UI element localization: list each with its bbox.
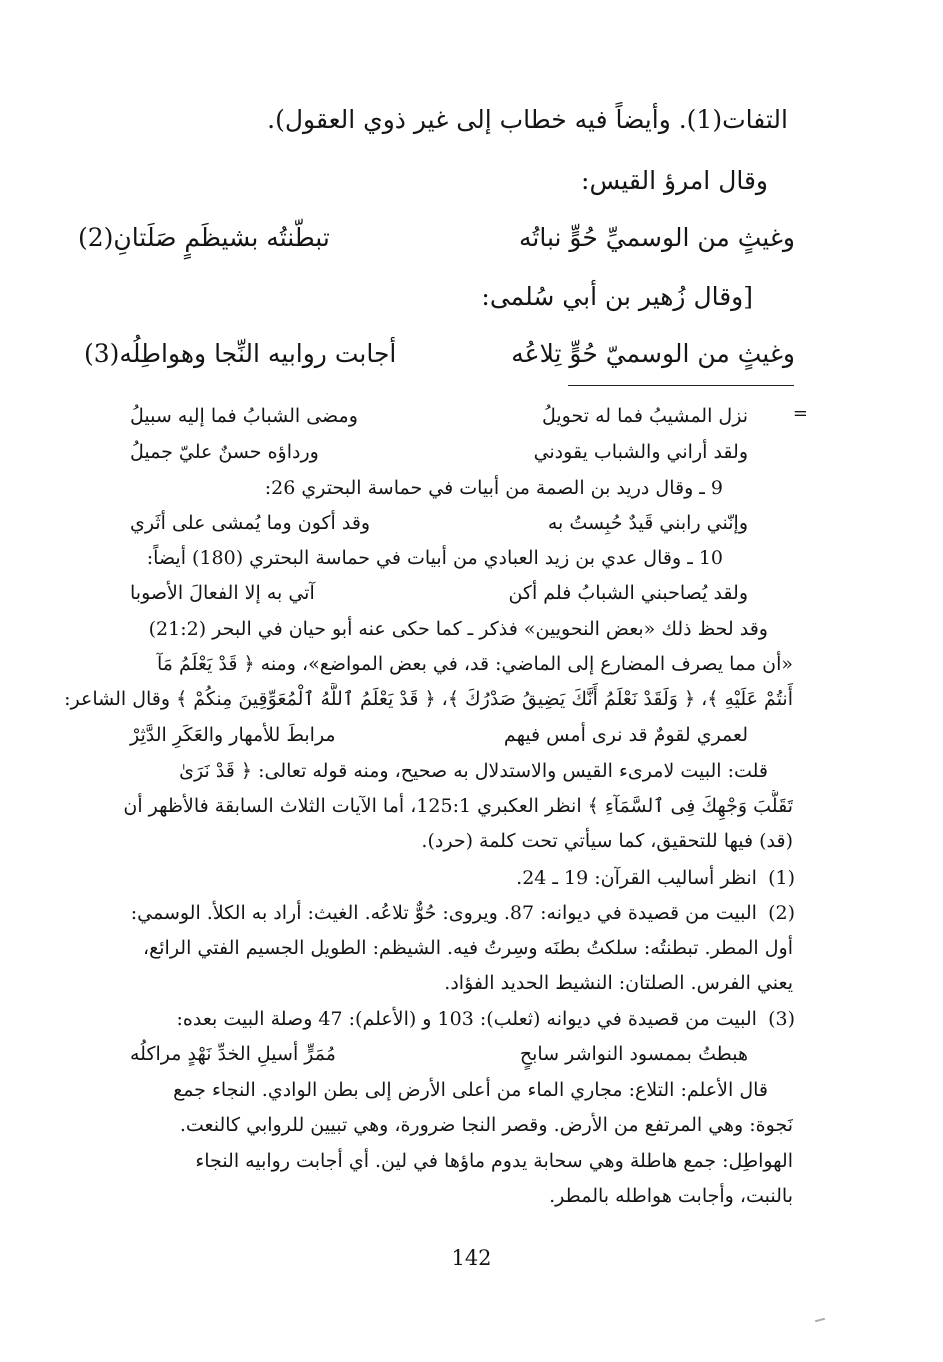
- main-line-1: التفات(1). وأيضاً فيه خطاب إلى غير ذوي العقول).: [267, 105, 788, 134]
- fn-para-2-line-1: قلت: البيت لامرىء القيس والاستدلال به صحيح، ومنه قوله تعالى: ﴿ قَدْ نَرَىٰ: [179, 760, 768, 782]
- footnote-2-number: (2): [768, 902, 795, 924]
- fn-verse-d-hemistich-1: ولقد يُصاحبني الشبابُ فلم أكن: [508, 582, 748, 604]
- fn-item-10: 10 ـ وقال عدي بن زيد العبادي من أبيات في حماسة البحتري (180) أيضاً:: [146, 547, 723, 569]
- footnote-2-line-3: يعني الفرس. الصلتان: النشيط الحديد الفؤاد.: [444, 972, 793, 994]
- verse-2: [84, 334, 795, 374]
- verse-1-hemistich-2: تبطّنتُه بشيظَمٍ صَلَتانِ(2): [78, 223, 330, 252]
- footnote-3-line-4: الهواطِل: جمع هاطلة وهي سحابة يدوم ماؤها في لين. أي أجابت روابيه النجاء: [195, 1150, 793, 1172]
- footnote-2-line-1: [60, 897, 795, 929]
- fn-verse-e: [130, 719, 748, 751]
- page-number: 142: [451, 1246, 492, 1270]
- verse-1: [78, 218, 795, 258]
- footnote-1-text: انظر أساليب القرآن: 19 ـ 24.: [516, 867, 757, 889]
- footnote-1: [60, 862, 795, 894]
- footnote-2-text-1: البيت من قصيدة في ديوانه: 87. ويروى: حُوٌّ تلاعُه. الغيث: أراد به الكلأ. الوسمي:: [130, 902, 757, 924]
- verse-1-hemistich-1: وغيثٍ من الوسميِّ حُوٍّ نباتُه: [518, 223, 795, 252]
- main-line-3: [وقال زُهير بن أبي سُلمى:: [481, 282, 753, 311]
- fn-verse-d: [130, 577, 748, 609]
- footnote-3-verse-hemistich-2: مُمَرٍّ أسيلِ الخدِّ نَهْدٍ مراكلُه: [130, 1043, 336, 1065]
- fn-item-9: 9 ـ وقال دريد بن الصمة من أبيات في حماسة البحتري 26:: [264, 477, 723, 499]
- fn-verse-a-hemistich-2: ومضى الشبابُ فما إليه سبيلُ: [130, 405, 358, 427]
- footnote-3-line-2: قال الأعلم: التلاع: مجاري الماء من أعلى الأرض إلى بطن الوادي. النجاء جمع: [173, 1079, 768, 1101]
- fn-verse-a: [130, 400, 748, 432]
- fn-para-1-line-3: أَنتُمْ عَلَيْهِ ﴾، ﴿ وَلَقَدْ نَعْلَمُ أَنَّكَ يَضِيقُ صَدْرُكَ ﴾، ﴿ قَدْ يَعْلَمُ ٱللَّهُ ٱلْمُعَوِّقِينَ مِنكُمْ ﴾ وقال الشاعر:: [64, 688, 793, 710]
- footnote-3-line-3: نَجوة: وهي المرتفع من الأرض. وقصر النجا ضرورة، وهي تبيين للروابي كالنعت.: [179, 1114, 793, 1136]
- main-line-2: وقال امرؤ القيس:: [581, 166, 768, 195]
- footnote-3-line-1: [60, 1003, 795, 1035]
- fn-verse-e-hemistich-2: مرابطَ للأمهار والعَكَرِ الدَّثِرْ: [130, 724, 336, 746]
- fn-verse-c-hemistich-2: وقد أكون وما يُمشى على أثَري: [130, 512, 371, 534]
- fn-verse-d-hemistich-2: آتي به إلا الفعالَ الأصوبا: [130, 582, 315, 604]
- fn-verse-b-hemistich-2: ورداؤه حسنٌ عليّ جميلُ: [130, 441, 319, 463]
- fn-verse-c: [130, 507, 748, 539]
- footnote-3-line-5: بالنبت، وأجابت هواطله بالمطر.: [549, 1185, 793, 1207]
- footnote-3-verse-hemistich-1: هبطتُ بممسود النواشر سابحٍ: [519, 1043, 748, 1065]
- verse-2-hemistich-2: أجابت روابيه النِّجا وهواطِلُه(3): [84, 339, 397, 368]
- footnote-2-line-2: أول المطر. تبطنتُه: سلكتُ بطنَه وسِرتُ فيه. الشيظم: الطويل الجسيم الفتي الرائع،: [143, 937, 793, 959]
- verse-2-hemistich-1: وغيثٍ من الوسميّ حُوٍّ تِلاعُه: [511, 339, 795, 368]
- footnote-separator: [568, 385, 794, 386]
- fn-para-1-line-2: «أن مما يصرف المضارع إلى الماضي: قد، في بعض المواضع»، ومنه ﴿ قَدْ يَعْلَمُ مَآ: [156, 653, 793, 675]
- fn-para-1-line-1: وقد لحظ ذلك «بعض النحويين» فذكر ـ كما حكى عنه أبو حيان في البحر (21:2): [148, 618, 768, 640]
- footnote-1-number: (1): [768, 867, 795, 889]
- footnote-3-verse: [130, 1038, 748, 1070]
- fn-para-2-line-3: (قد) فيها للتحقيق، كما سيأتي تحت كلمة (حرد).: [421, 830, 793, 852]
- footnote-3-text-1: البيت من قصيدة في ديوانه (ثعلب): 103 و (الأعلم): 47 وصلة البيت بعده:: [176, 1008, 757, 1030]
- fn-verse-b-hemistich-1: ولقد أراني والشباب يقودني: [533, 441, 748, 463]
- fn-verse-c-hemistich-1: وإنّني رابني قَيدٌ حُبِستُ به: [547, 512, 748, 534]
- fn-verse-b: [130, 436, 748, 468]
- fn-verse-e-hemistich-1: لعمري لقومٌ قد نرى أمس فيهم: [503, 724, 748, 746]
- fn-verse-a-hemistich-1: نزل المشيبُ فما له تحويلُ: [541, 405, 748, 427]
- fn-para-2-line-2: تَقَلُّبَ وَجْهِكَ فِى ٱلسَّمَآءِ ﴾ انظر العكبري 125:1، أما الآيات الثلاث السابقة فالأظهر أن: [123, 795, 793, 817]
- continuation-sign: =: [792, 403, 808, 424]
- scan-mark: [815, 1318, 825, 1323]
- footnote-3-number: (3): [768, 1008, 795, 1030]
